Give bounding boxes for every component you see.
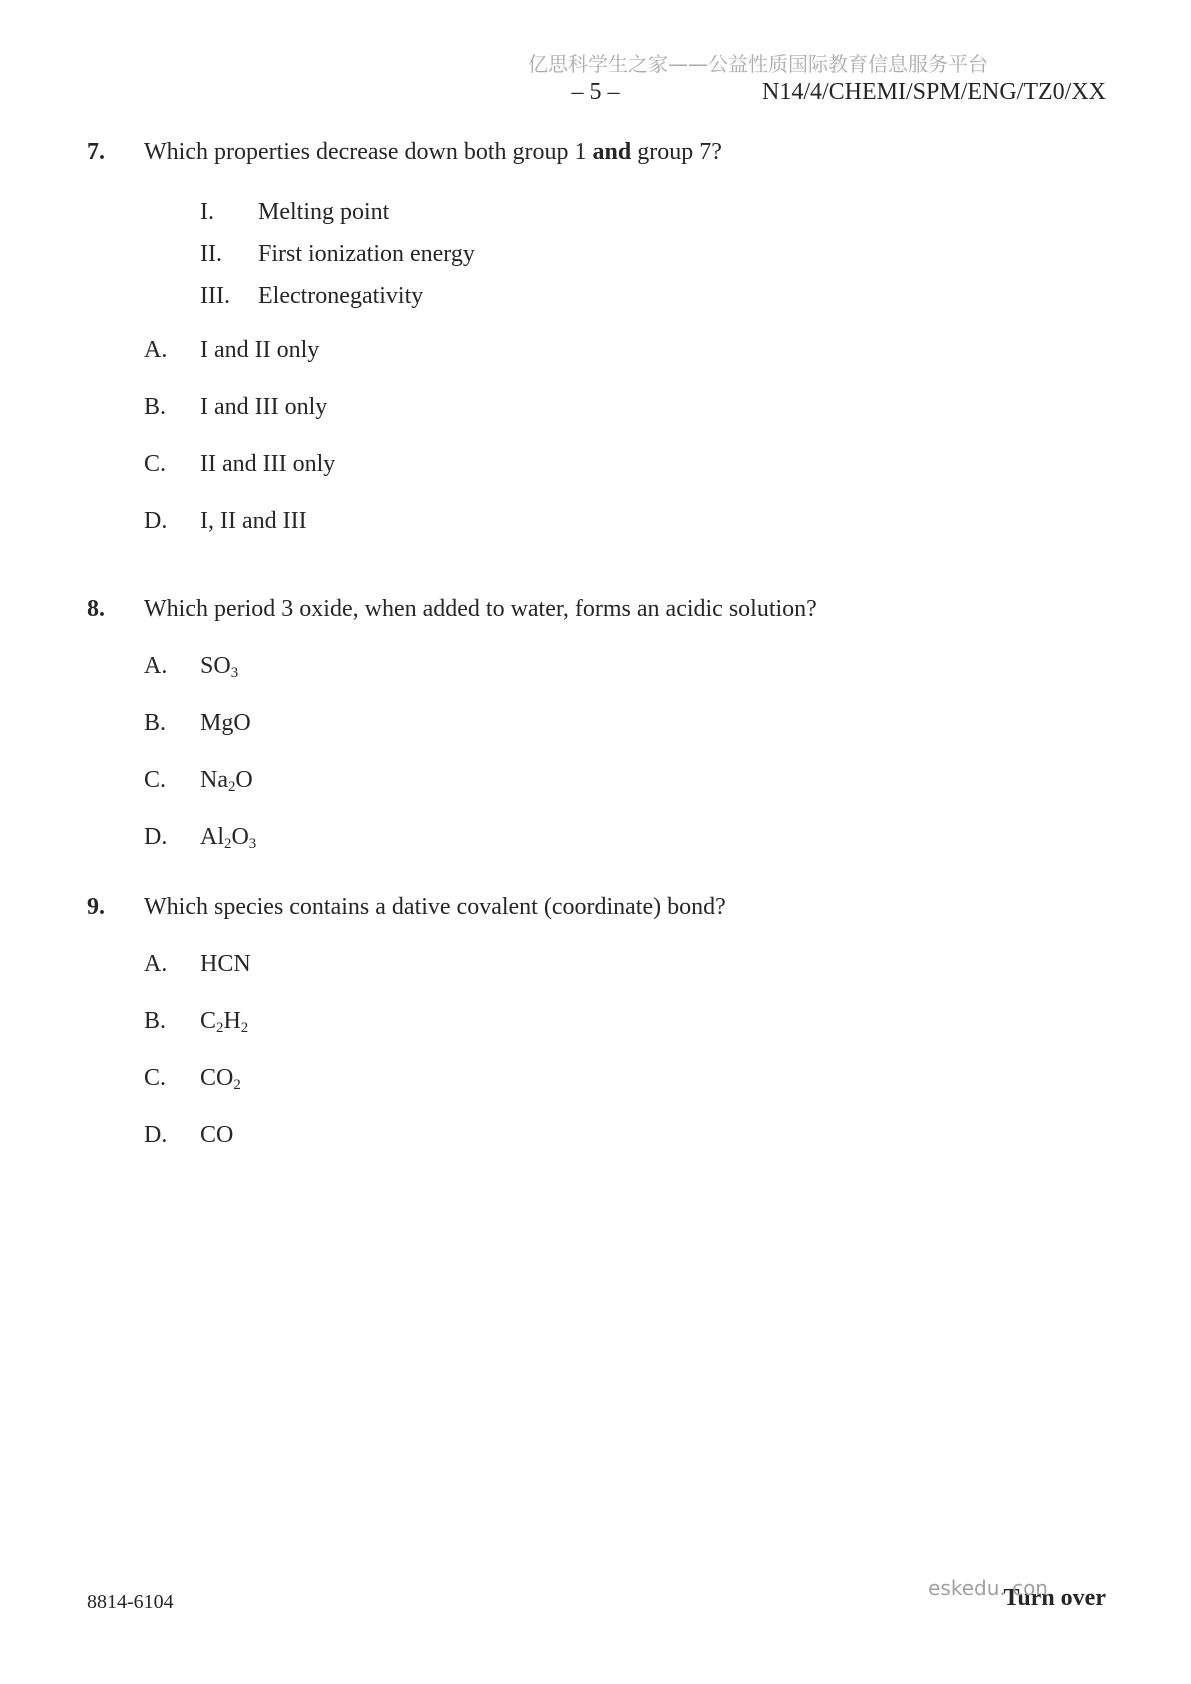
option-row	[144, 1123, 233, 1147]
option-letter: B.	[144, 710, 167, 736]
option-row	[144, 338, 319, 362]
page-number: – 5 –	[571, 79, 620, 105]
question-number: 9.	[87, 894, 105, 920]
question-number: 8.	[87, 596, 105, 622]
question-text: Which properties decrease down both group 1 and group 7?	[144, 139, 722, 165]
roman-numeral: III.	[200, 283, 230, 309]
roman-numeral: II.	[200, 241, 222, 267]
option-row	[144, 653, 239, 682]
option-text: I, II and III	[200, 508, 307, 534]
option-row	[144, 395, 327, 419]
header-site-watermark: 亿思科学生之家——公益性质国际教育信息服务平台	[528, 52, 988, 76]
option-letter: B.	[144, 394, 167, 420]
option-row	[144, 711, 251, 735]
option-letter: A.	[144, 653, 168, 679]
option-letter: A.	[144, 337, 168, 363]
statement-item	[200, 200, 389, 224]
document-code: 8814-6104	[87, 1591, 174, 1613]
statement-text: First ionization energy	[258, 241, 475, 267]
question-line	[87, 140, 722, 164]
option-letter: A.	[144, 951, 168, 977]
option-row	[144, 1065, 241, 1094]
option-letter: C.	[144, 1065, 167, 1091]
option-formula: CO	[200, 1122, 234, 1148]
option-formula: $Na_2O$	[200, 767, 253, 796]
question-line	[87, 597, 817, 621]
option-row	[144, 452, 335, 476]
option-letter: C.	[144, 767, 167, 793]
option-letter: C.	[144, 451, 167, 477]
statement-item	[200, 284, 423, 308]
option-row	[144, 952, 251, 976]
question-number: 7.	[87, 139, 105, 165]
roman-numeral: I.	[200, 199, 214, 225]
option-row	[144, 767, 253, 796]
option-formula: MgO	[200, 710, 251, 736]
option-formula: $C_2H_2$	[200, 1008, 249, 1037]
question-line	[87, 895, 726, 919]
option-formula: $SO_3$	[200, 653, 239, 682]
option-text: II and III only	[200, 451, 336, 477]
option-text: I and II only	[200, 337, 320, 363]
footer-site-watermark: eskedu. con	[928, 1576, 1048, 1600]
option-letter: B.	[144, 1008, 167, 1034]
statement-text: Electronegativity	[258, 283, 424, 309]
question-text: Which period 3 oxide, when added to water, forms an acidic solution?	[144, 596, 817, 622]
option-row	[144, 1008, 249, 1037]
question-text: Which species contains a dative covalent (coordinate) bond?	[144, 894, 726, 920]
option-letter: D.	[144, 824, 168, 850]
option-formula: $CO_2$	[200, 1065, 241, 1094]
option-row	[144, 509, 307, 533]
option-letter: D.	[144, 1122, 168, 1148]
turn-over-label: Turn over	[1003, 1585, 1106, 1611]
option-formula: HCN	[200, 951, 251, 977]
statement-text: Melting point	[258, 199, 390, 225]
option-letter: D.	[144, 508, 168, 534]
option-row	[144, 824, 257, 853]
statement-item	[200, 242, 475, 266]
option-formula: $Al_2O_3$	[200, 824, 257, 853]
paper-code: N14/4/CHEMI/SPM/ENG/TZ0/XX	[761, 79, 1106, 105]
option-text: I and III only	[200, 394, 328, 420]
